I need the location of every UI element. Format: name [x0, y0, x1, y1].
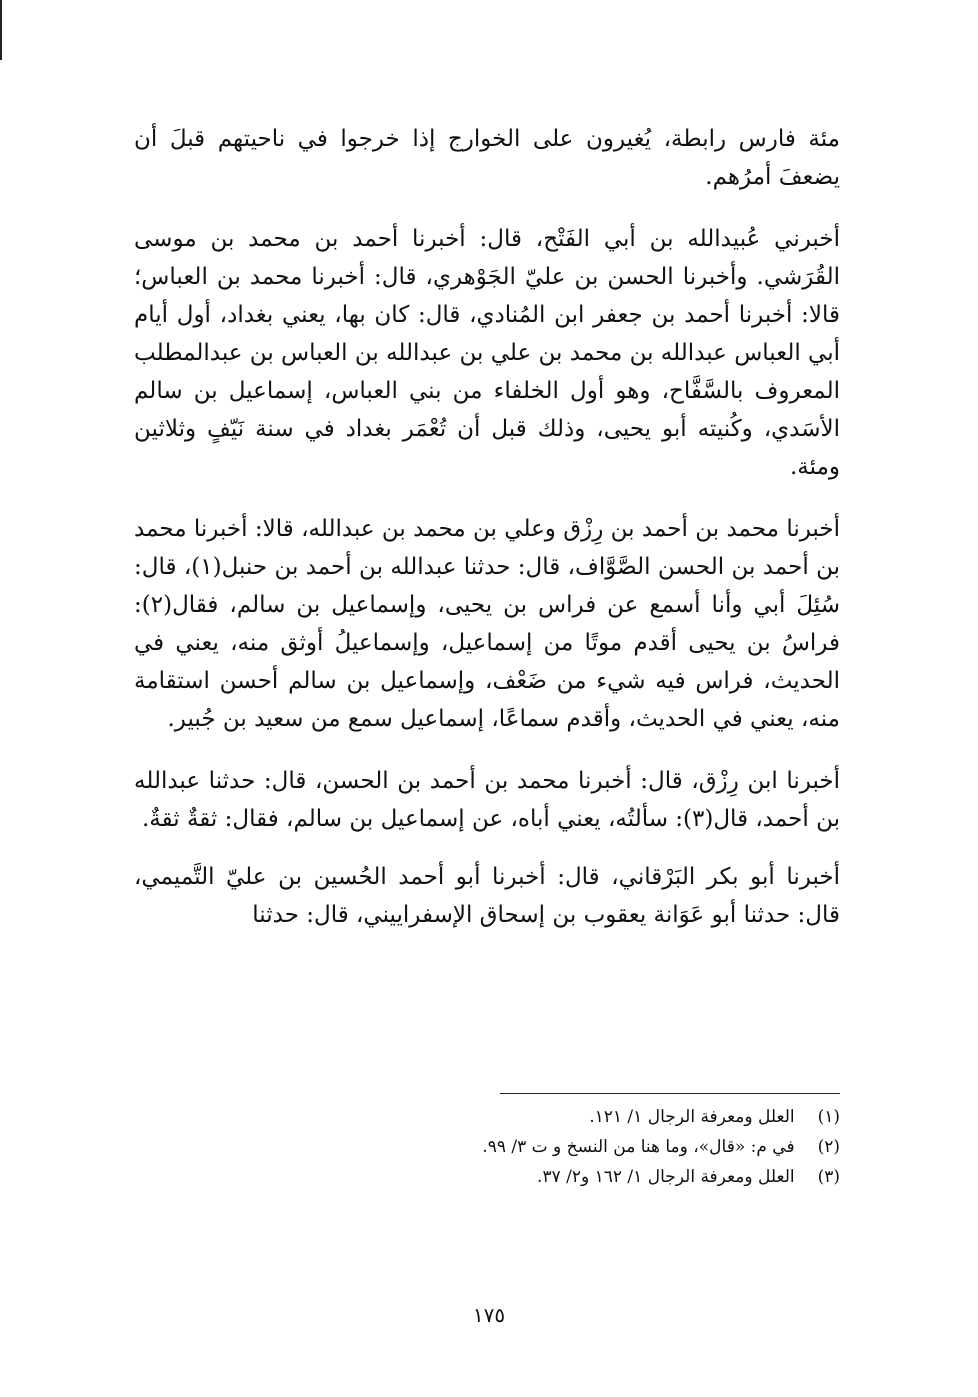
- footnote-text: في م: «قال»، وما هنا من النسخ و ت ٣/ ٩٩.: [482, 1137, 795, 1157]
- paragraph-1: مئة فارس رابطة، يُغيرون على الخوارج إذا خرجوا في ناحيتهم قبلَ أن يضعفَ أمرُهم.: [134, 126, 840, 190]
- page-number: ١٧٥: [472, 1303, 506, 1327]
- footnote-2: [134, 1132, 840, 1162]
- footnote-1: [134, 1102, 840, 1132]
- main-text: [134, 120, 840, 958]
- footnote-3: [134, 1162, 840, 1192]
- footnote-text: العلل ومعرفة الرجال ١/ ١٦٢ و٢/ ٣٧.: [537, 1167, 795, 1187]
- scan-edge-mark: [0, 0, 6, 60]
- paragraph-4: أخبرنا ابن رِزْق، قال: أخبرنا محمد بن أحمد بن الحسن، قال: حدثنا عبدالله بن أحمد، قال(٣): سألتُه، يعني أباه، عن إسماعيل بن سالم، فقال: ثقةٌ ثقةٌ.: [134, 768, 840, 832]
- footnote-number: (١): [817, 1107, 840, 1127]
- footnote-number: (٢): [817, 1137, 840, 1157]
- footnotes: [134, 1102, 840, 1192]
- footnote-number: (٣): [817, 1167, 840, 1187]
- paragraph-2: أخبرني عُبيدالله بن أبي الفَتْح، قال: أخبرنا أحمد بن محمد بن موسى القُرَشي. وأخبرنا الحسن بن عليّ الجَوْهري، قال: أخبرنا محمد بن العباس؛ قالا: أخبرنا أحمد بن جعفر ابن المُنادي، قال: كان بها، يعني بغداد، أول أيام أبي العباس عبدالله بن محمد بن علي بن عبدالله بن العباس بن عبدالمطلب المعروف بالسَّفَّاح، وهو أول الخلفاء من بني العباس، إسماعيل بن سالم الأسَدي، وكُنيته أبو يحيى، وذلك قبل أن تُعْمَر بغداد في سنة نَيّفٍ وثلاثين ومئة.: [134, 226, 840, 480]
- footnote-text: العلل ومعرفة الرجال ١/ ١٢١.: [589, 1107, 795, 1127]
- paragraph-5: أخبرنا أبو بكر البَرْقاني، قال: أخبرنا أبو أحمد الحُسين بن عليّ التَّميمي، قال: حدثنا أبو عَوَانة يعقوب بن إسحاق الإسفراييني، قال: حدثنا: [134, 864, 840, 928]
- paragraph-3: أخبرنا محمد بن أحمد بن رِزْق وعلي بن محمد بن عبدالله، قالا: أخبرنا محمد بن أحمد بن الحسن الصَّوَّاف، قال: حدثنا عبدالله بن أحمد بن حنبل(١)، قال: سُئِلَ أبي وأنا أسمع عن فراس بن يحيى، وإسماعيل بن سالم، فقال(٢): فراسُ بن يحيى أقدم موتًا من إسماعيل، وإسماعيلُ أوثق منه، يعني في الحديث، فراس فيه شيء من ضَعْف، وإسماعيل بن سالم أحسن استقامة منه، يعني في الحديث، وأقدم سماعًا، إسماعيل سمع من سعيد بن جُبير.: [134, 516, 841, 732]
- footnote-separator: [500, 1093, 840, 1094]
